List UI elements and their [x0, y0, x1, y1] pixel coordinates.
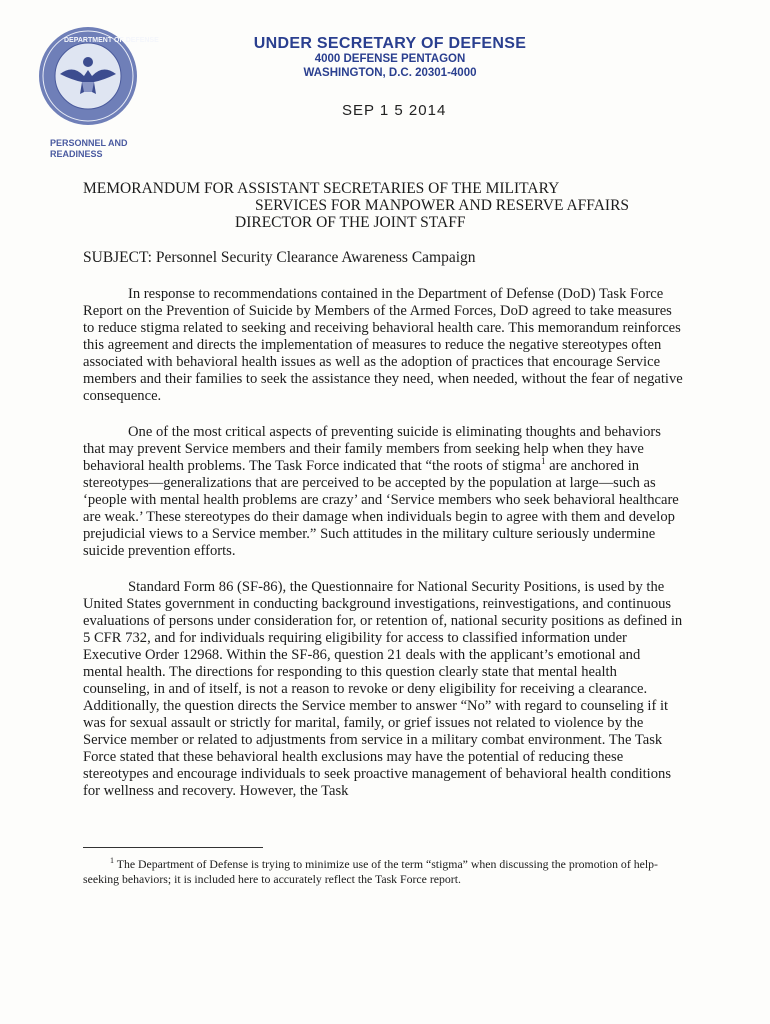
footnote-number: 1 [110, 856, 114, 865]
memo-addressees [83, 180, 683, 231]
footnote-reference: 1 [541, 456, 546, 467]
department-of-defense-seal [38, 26, 159, 126]
date-stamp: SEP 1 5 2014 [342, 102, 447, 119]
subject-line: SUBJECT: Personnel Security Clearance Awareness Campaign [83, 249, 476, 266]
body-paragraph-2 [83, 424, 683, 560]
body-paragraph-3: Standard Form 86 (SF-86), the Questionnaire for National Security Positions, is used by the United States government in conducting background investigations, reinvestigations, and continuous evaluations of persons under consideration for, or retention of, national security positions as defined in 5 CFR 732, and for individuals requiring eligibility for access to classified information under Executive Order 12968. Within the SF-86, question 21 deals with the applicant’s emotional and mental health. The directions for responding to this question clearly state that mental health counseling, in and of itself, is not a reason to revoke or deny eligibility for receiving a clearance. Additionally, the question directs the Service member to answer “No” with regard to counseling if it was for sexual assault or strictly for marital, family, or grief issues not related to violence by the Service member or related to adjustments from service in a military combat environment. The Task Force stated that these behavioral health exclusions may have the potential of reducing these stereotypes and encourage individuals to seek proactive management of behavioral health conditions for wellness and recovery. However, the Task [83, 579, 683, 799]
memo-line-2: SERVICES FOR MANPOWER AND RESERVE AFFAIRS [255, 197, 630, 214]
memo-line-3: DIRECTOR OF THE JOINT STAFF [235, 214, 466, 231]
footnote-text: The Department of Defense is trying to minimize use of the term “stigma” when discussing the promotion of help-seeking behaviors; it is included here to accurately reflect the Task Force report. [83, 856, 658, 886]
letterhead-address-line-2: WASHINGTON, D.C. 20301-4000 [303, 66, 477, 79]
letterhead [210, 34, 570, 81]
letterhead-title: UNDER SECRETARY OF DEFENSE [253, 35, 527, 52]
memo-line-1: MEMORANDUM FOR ASSISTANT SECRETARIES OF THE MILITARY [83, 180, 560, 197]
footnote-divider [83, 847, 263, 848]
paragraph-2-part-a: One of the most critical aspects of preventing suicide is eliminating thoughts and behaviors that may prevent Service members and their family members from seeking help when they have behavioral health problems. The Task Force indicated that “the roots of stigma [83, 424, 661, 474]
letterhead-address-line-1: 4000 DEFENSE PENTAGON [314, 53, 466, 66]
memo-body [83, 286, 683, 819]
body-paragraph-1: In response to recommendations contained in the Department of Defense (DoD) Task Force Report on the Prevention of Suicide by Members of the Armed Forces, DoD agreed to take measures to reduce stigma related to seeking and receiving behavioral health care. This memorandum reinforces this agreement and directs the implementation of measures to reduce the negative stereotypes often associated with behavioral health issues as well as the adoption of practices that encourage Service members and their families to seek the assistance they need, when needed, without the fear of negative consequence. [83, 286, 683, 404]
office-line-1: PERSONNEL AND [50, 138, 128, 148]
office-label [50, 138, 128, 160]
footnote [83, 853, 683, 887]
svg-text:DEPARTMENT OF DEFENSE: DEPARTMENT OF DEFENSE [64, 37, 159, 44]
paragraph-2-part-b: are anchored in stereotypes—generalizations that are perceived to be accepted by the population at large—such as ‘people with mental health problems are crazy’ and ‘Service members who seek behavioral healthcare are weak.’ These stereotypes do their damage when individuals begin to agree with them and develop prejudicial views to a Service member.” Such attitudes in the military culture seriously undermine suicide prevention efforts. [83, 458, 679, 559]
office-line-2: READINESS [50, 148, 103, 159]
